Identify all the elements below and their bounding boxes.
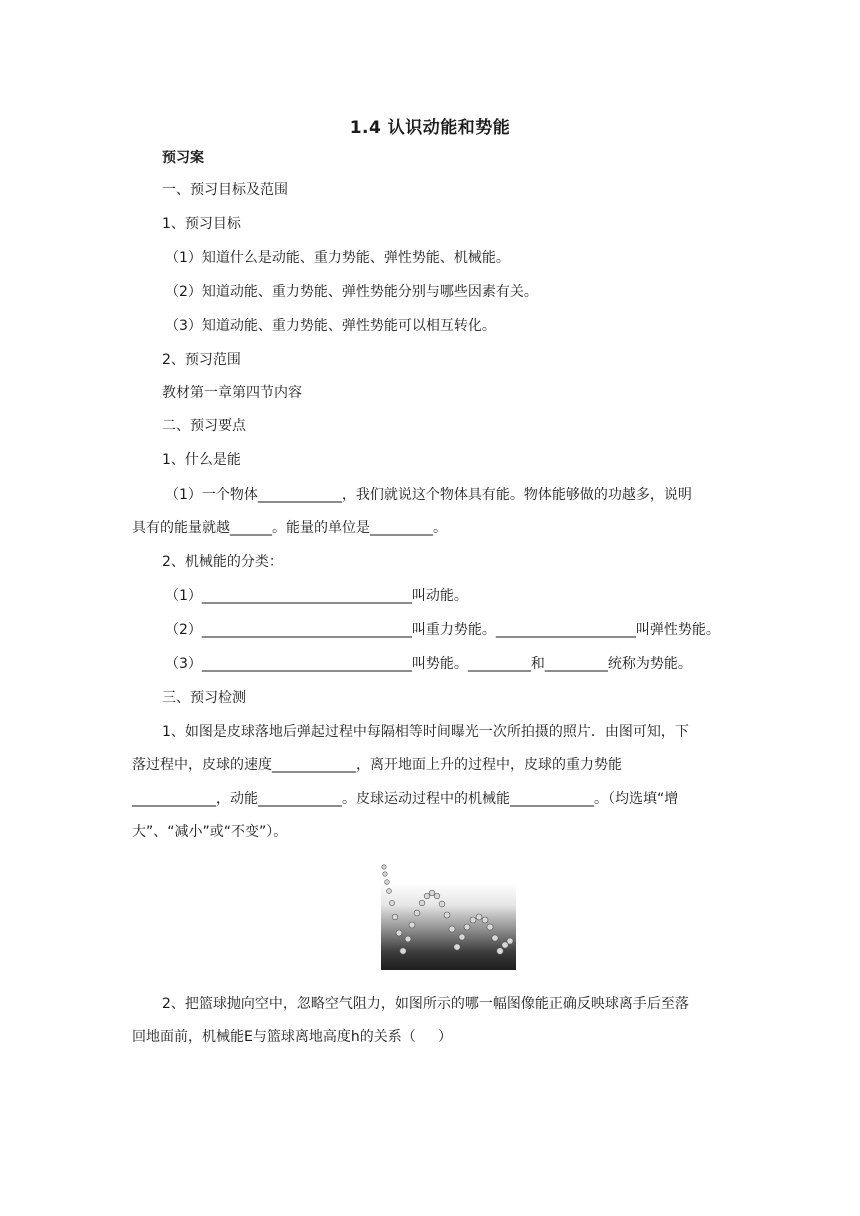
question-1-line-2: 落过程中，皮球的速度____________，离开地面上升的过程中，皮球的重力势能: [132, 757, 622, 773]
question-1-line-3: ____________，动能____________。皮球运动过程中的机械能____________。（均选填“增: [132, 791, 679, 807]
subheading-objectives: 1、预习目标: [162, 216, 241, 232]
classification-1: （1）______________________________叫动能。: [165, 588, 468, 604]
scope-text: 教材第一章第四节内容: [162, 385, 302, 401]
question-1-line-4: 大”、“减小”或“不变”）。: [132, 824, 288, 840]
subheading-scope: 2、预习范围: [162, 352, 241, 368]
heading-key-points: 二、预习要点: [162, 418, 246, 434]
page-title: 1.4 认识动能和势能: [349, 118, 511, 138]
question-2-line-1: 2、把篮球抛向空中，忽略空气阻力，如图所示的哪一幅图像能正确反映球离手后至落: [162, 996, 689, 1012]
heading-preview-check: 三、预习检测: [162, 690, 246, 706]
question-2-line-2: 回地面前，机械能E与篮球离地高度h的关系（ ）: [132, 1029, 452, 1045]
subheading-what-is-energy: 1、什么是能: [162, 452, 241, 468]
objective-1: （1）知道什么是动能、重力势能、弹性势能、机械能。: [165, 250, 510, 266]
bouncing-ball-photo: [381, 861, 516, 970]
classification-3: （3）______________________________叫势能。_________和_________统称为势能。: [165, 656, 692, 672]
classification-2: （2）______________________________叫重力势能。____________________叫弹性势能。: [165, 622, 720, 638]
question-1-line-1: 1、如图是皮球落地后弹起过程中每隔相等时间曝光一次所拍摄的照片．由图可知，下: [162, 724, 689, 740]
subheading-mechanical-energy: 2、机械能的分类：: [162, 554, 283, 570]
objective-3: （3）知道动能、重力势能、弹性势能可以相互转化。: [165, 318, 496, 334]
objective-2: （2）知道动能、重力势能、弹性势能分别与哪些因素有关。: [165, 284, 538, 300]
energy-definition-line-2: 具有的能量就越______。能量的单位是_________。: [132, 520, 447, 536]
energy-definition-line-1: （1）一个物体____________，我们就说这个物体具有能。物体能够做的功越多，说明: [165, 487, 692, 503]
section-label: 预习案: [162, 150, 204, 166]
heading-objectives-scope: 一、预习目标及范围: [162, 182, 288, 198]
